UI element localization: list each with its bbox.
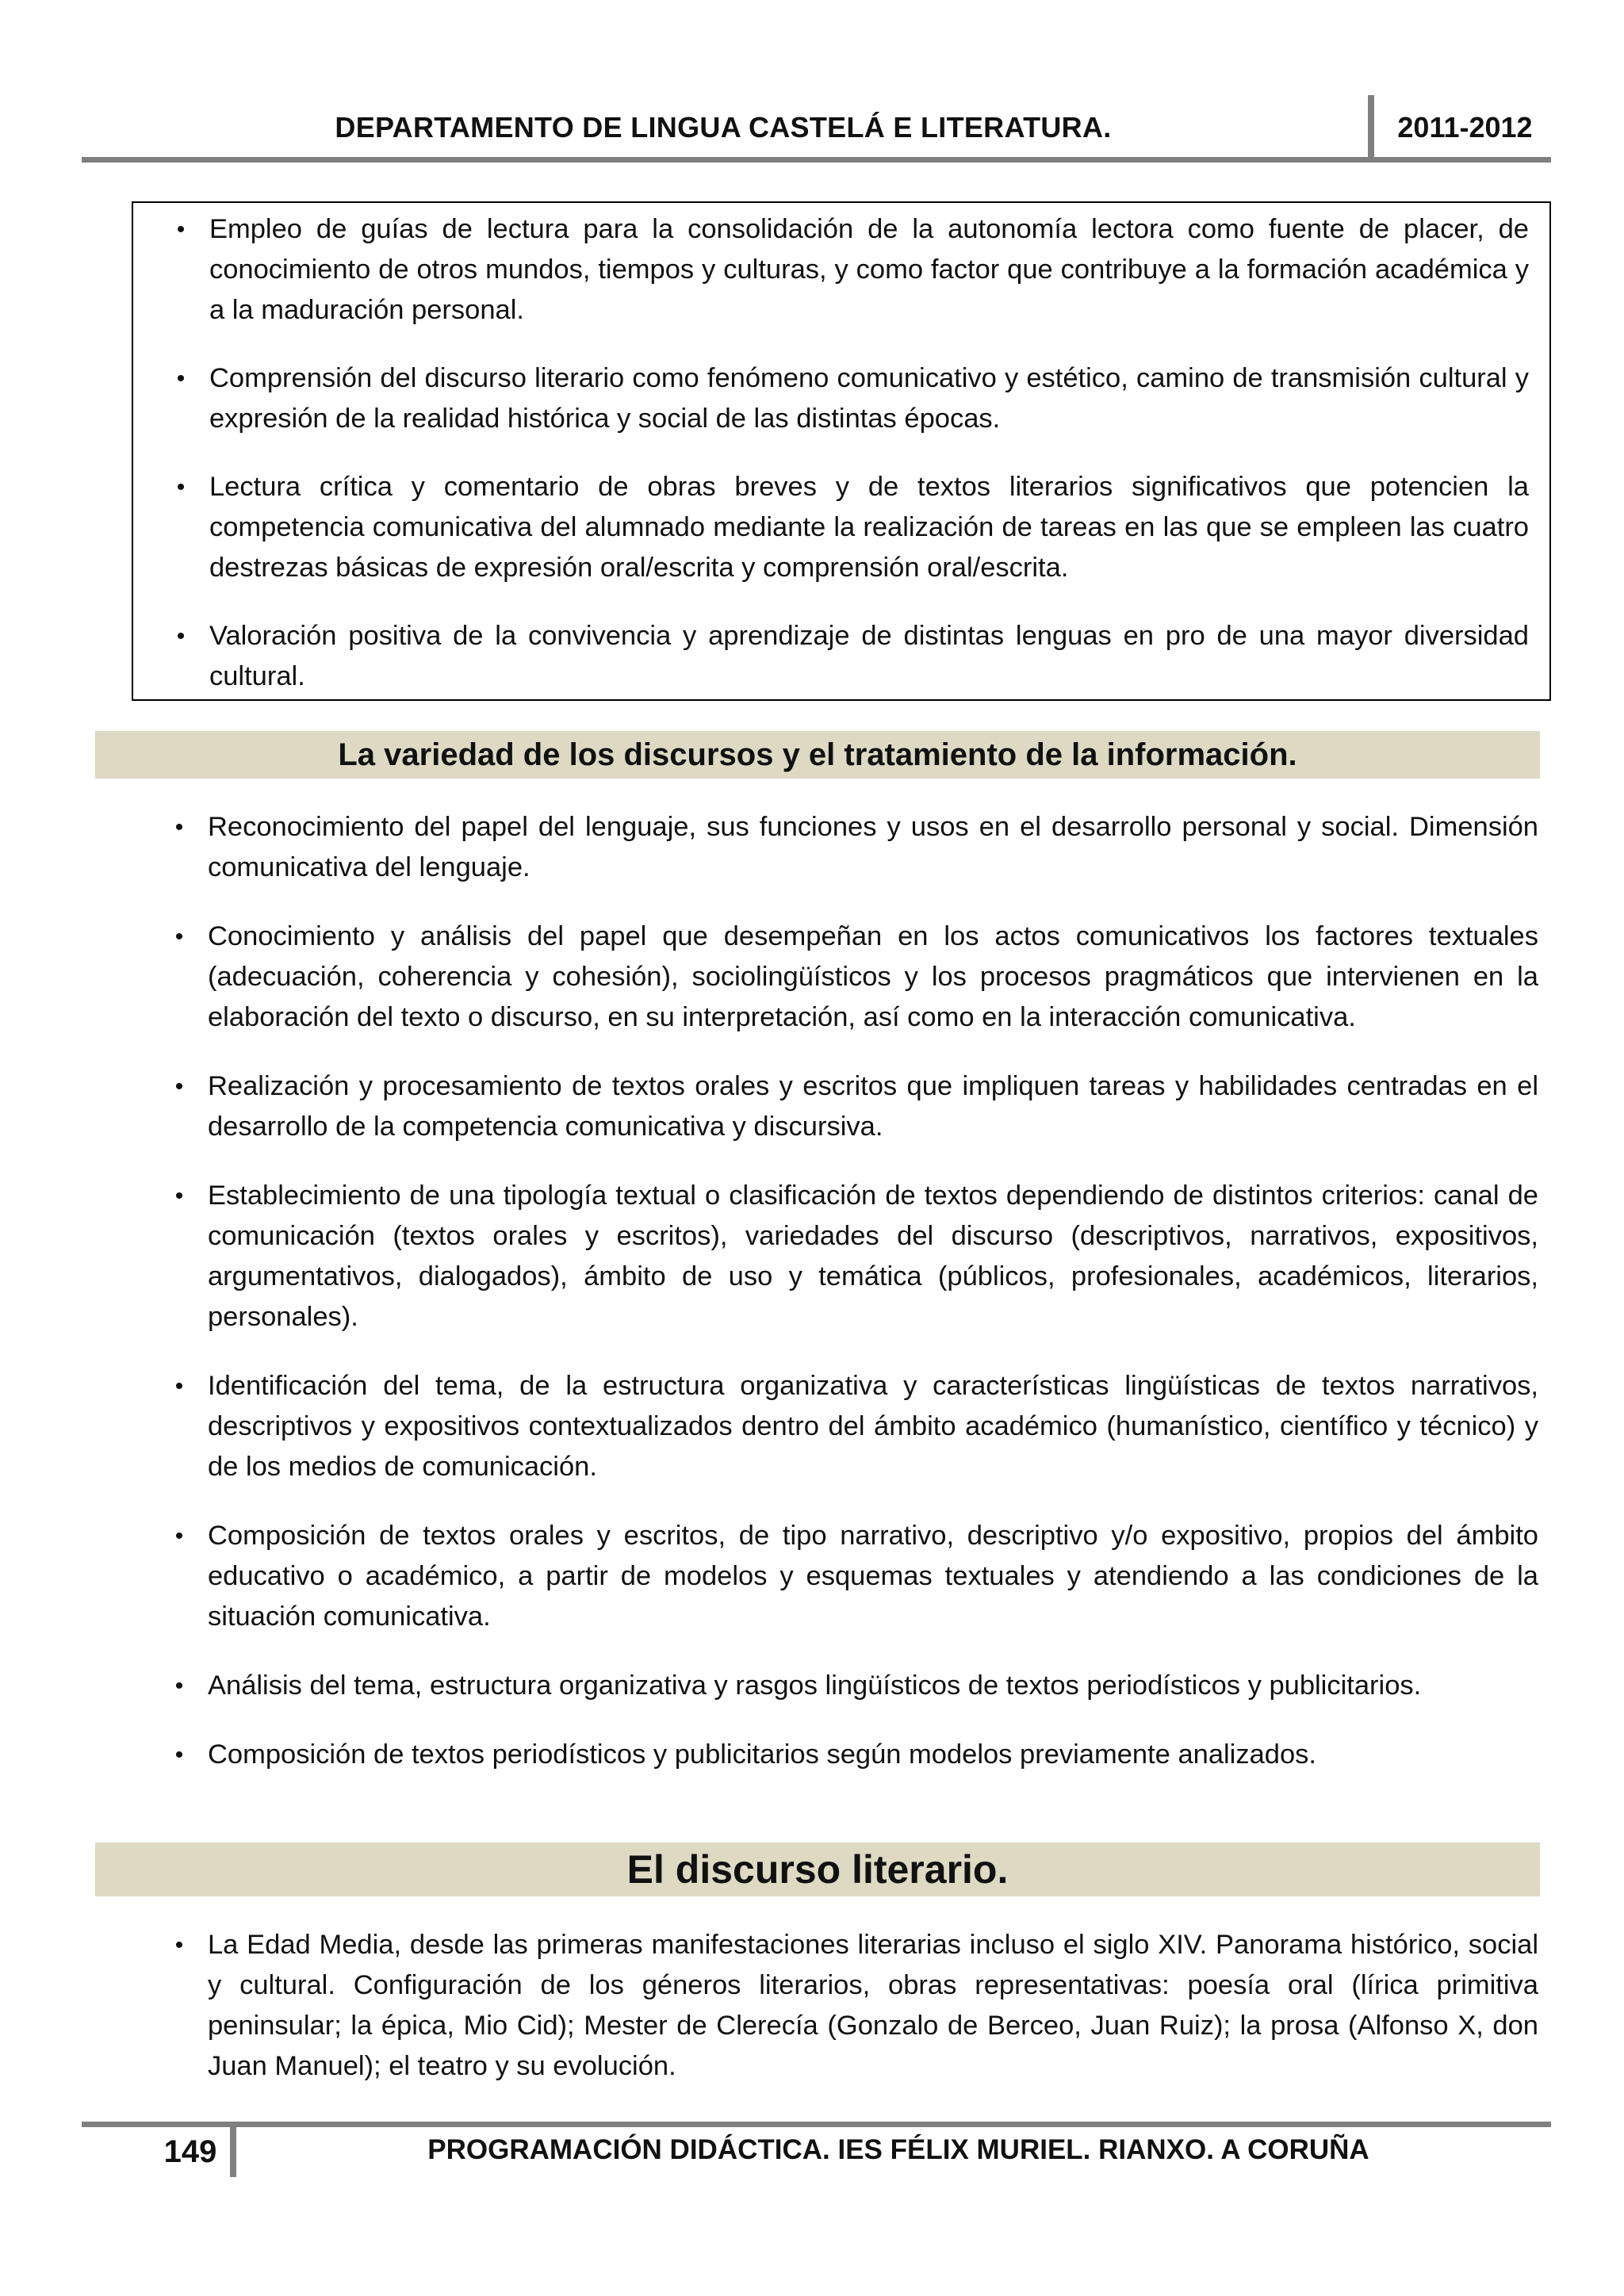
list-item-text: Comprensión del discurso literario como fenómeno comunicativo y estético, camino de transmisión cultural y expresión de la realidad histórica y social de las distintas épocas. bbox=[209, 363, 1529, 434]
list-item-text: Lectura crítica y comentario de obras breves y de textos literarios significativos que potencien la competencia comunicativa del alumnado mediante la realización de tareas en las que se empleen las cuatro destrezas básicas de expresión oral/escrita y comprensión oral/escrita. bbox=[209, 472, 1529, 583]
list-item bbox=[144, 807, 1538, 888]
page-header bbox=[82, 95, 1551, 160]
bullet-icon: • bbox=[176, 216, 186, 243]
footer-separator bbox=[230, 2122, 236, 2177]
department-title: DEPARTAMENTO DE LINGUA CASTELÁ E LITERATURA. bbox=[335, 111, 1112, 144]
bullet-icon: • bbox=[176, 365, 186, 392]
list-item-text: Composición de textos periodísticos y publicitarios según modelos previamente analizados. bbox=[208, 1739, 1316, 1770]
bullet-icon: • bbox=[174, 924, 184, 950]
list-item bbox=[146, 467, 1529, 588]
list-item-text: Identificación del tema, de la estructura organizativa y características lingüísticas de textos narrativos, descriptivos y expositivos contextualizados dentro del ámbito académico (humanístico, científico y técnico) y de los medios de comunicación. bbox=[208, 1371, 1538, 1482]
list-item-text: La Edad Media, desde las primeras manifestaciones literarias incluso el siglo XIV. Panorama histórico, social y cultural. Configuración de los géneros literarios, obras representativas: poesía oral (lírica primitiva peninsular; la épica, Mio Cid); Mester de Clerecía (Gonzalo de Berceo, Juan Ruiz); la prosa (Alfonso X, don Juan Manuel); el teatro y su evolución. bbox=[208, 1930, 1538, 2081]
list-item bbox=[144, 1735, 1538, 1775]
list-item-text: Realización y procesamiento de textos orales y escritos que impliquen tareas y habilidades centradas en el desarrollo de la competencia comunicativa y discursiva. bbox=[208, 1071, 1538, 1142]
list-item bbox=[144, 1176, 1538, 1337]
list-item bbox=[146, 209, 1529, 331]
list-item bbox=[144, 916, 1538, 1038]
list-item bbox=[144, 1066, 1538, 1147]
list-item bbox=[144, 1925, 1538, 2087]
bullet-icon: • bbox=[174, 1673, 184, 1699]
section-heading-discurso-literario: El discurso literario. bbox=[95, 1843, 1540, 1896]
boxed-bullet-list bbox=[146, 209, 1529, 725]
list-item-text: Composición de textos orales y escritos, de tipo narrativo, descriptivo y/o expositivo, propios del ámbito educativo o académico, a partir de modelos y esquemas textuales y atendiendo a las condiciones de la situación comunicativa. bbox=[208, 1521, 1538, 1632]
header-rule bbox=[82, 157, 1551, 163]
bullet-icon: • bbox=[174, 1523, 184, 1549]
bullet-icon: • bbox=[174, 1932, 184, 1958]
academic-year: 2011-2012 bbox=[1397, 111, 1533, 144]
bullet-icon: • bbox=[176, 474, 186, 500]
list-item-text: Establecimiento de una tipología textual o clasificación de textos dependiendo de distintos criterios: canal de comunicación (textos orales y escritos), variedades del discurso (descriptivos, narrativos, expositivos, argumentativos, dialogados), ámbito de uso y temática (públicos, profesionales, académicos, literarios, personales). bbox=[208, 1181, 1538, 1332]
bullet-icon: • bbox=[174, 1742, 184, 1768]
bullet-icon: • bbox=[174, 1373, 184, 1399]
bullet-icon: • bbox=[174, 1073, 184, 1100]
list-item bbox=[146, 358, 1529, 439]
bullet-icon: • bbox=[174, 1183, 184, 1209]
bullet-icon: • bbox=[176, 623, 186, 649]
list-item-text: Empleo de guías de lectura para la consolidación de la autonomía lectora como fuente de placer, de conocimiento de otros mundos, tiempos y culturas, y como factor que contribuye a la formación académica y a la maduración personal. bbox=[209, 214, 1529, 325]
footer-title: PROGRAMACIÓN DIDÁCTICA. IES FÉLIX MURIEL. RIANXO. A CORUÑA bbox=[427, 2134, 1369, 2165]
list-item bbox=[144, 1516, 1538, 1637]
list-item-text: Valoración positiva de la convivencia y aprendizaje de distintas lenguas en pro de una mayor diversidad cultural. bbox=[209, 621, 1529, 691]
page-number: 149 bbox=[163, 2134, 217, 2169]
footer-rule bbox=[82, 2122, 1551, 2127]
section2-bullet-list bbox=[144, 1925, 1538, 2087]
header-separator bbox=[1368, 95, 1374, 160]
list-item bbox=[146, 616, 1529, 697]
section-heading-discursos: La variedad de los discursos y el tratamiento de la información. bbox=[95, 731, 1540, 779]
boxed-content-list bbox=[132, 201, 1551, 701]
list-item-text: Análisis del tema, estructura organizativa y rasgos lingüísticos de textos periodísticos y publicitarios. bbox=[208, 1670, 1422, 1701]
section1-bullet-list bbox=[144, 807, 1538, 1804]
list-item bbox=[144, 1366, 1538, 1487]
list-item bbox=[144, 1666, 1538, 1706]
bullet-icon: • bbox=[174, 814, 184, 840]
list-item-text: Conocimiento y análisis del papel que desempeñan en los actos comunicativos los factores textuales (adecuación, coherencia y cohesión), sociolingüísticos y los procesos pragmáticos que intervienen en la elaboración del texto o discurso, en su interpretación, así como en la interacción comunicativa. bbox=[208, 921, 1538, 1032]
list-item-text: Reconocimiento del papel del lenguaje, sus funciones y usos en el desarrollo personal y social. Dimensión comunicativa del lenguaje. bbox=[208, 812, 1538, 882]
